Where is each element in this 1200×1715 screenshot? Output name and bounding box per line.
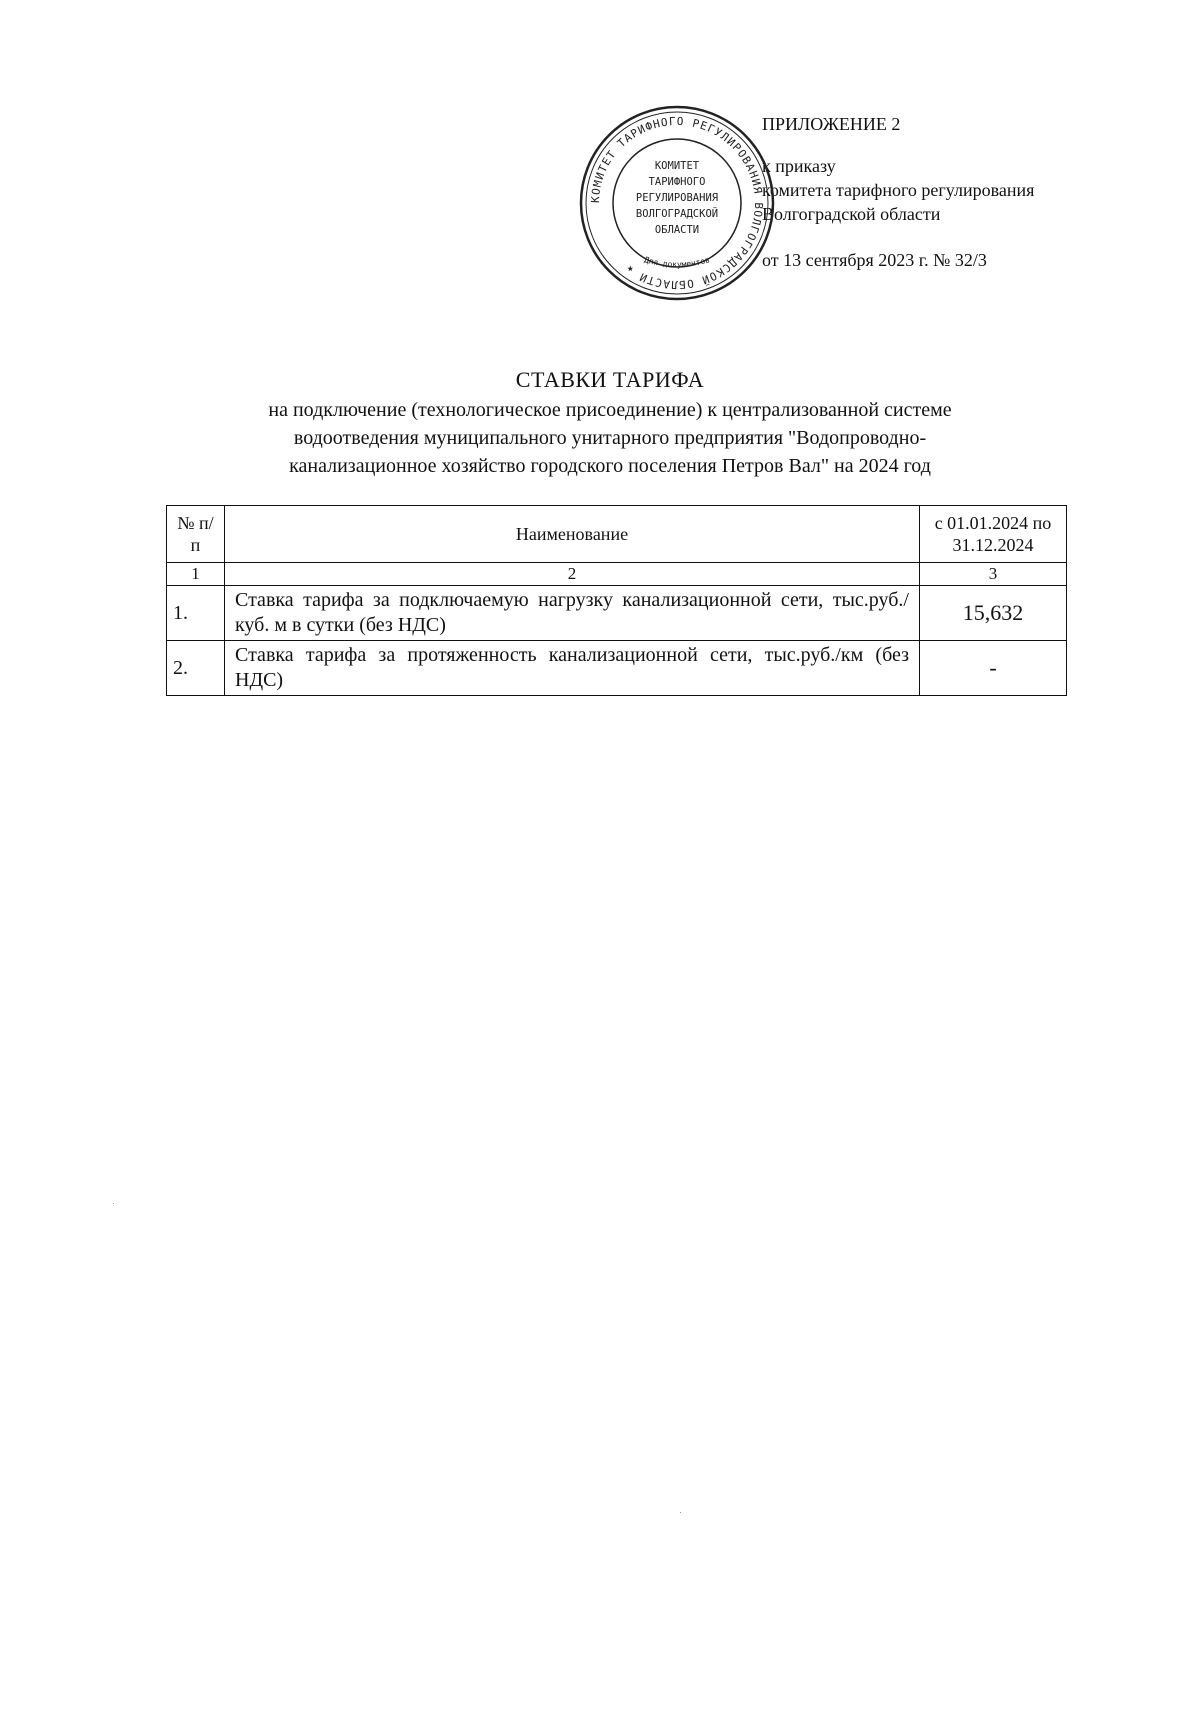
table-row	[167, 586, 1067, 641]
appendix-line-order: к приказу	[762, 156, 836, 176]
document-subtitle	[150, 396, 1070, 480]
appendix-line-committee: комитета тарифного регулирования	[762, 180, 1035, 200]
index-cell: 3	[920, 563, 1067, 586]
header-num: № п/п	[167, 506, 225, 563]
row-value: -	[920, 641, 1067, 696]
row-num: 1.	[167, 586, 225, 641]
tariff-rates-table	[166, 505, 1067, 696]
svg-text:ТАРИФНОГО: ТАРИФНОГО	[648, 176, 706, 188]
subtitle-line-3: канализационное хозяйство городского поселения Петров Вал" на 2024 год	[289, 455, 931, 477]
appendix-block	[762, 112, 1034, 272]
table-row	[167, 641, 1067, 696]
table-index-row	[167, 563, 1067, 586]
row-name: Ставка тарифа за подключаемую нагрузку канализационной сети, тыс.руб./куб. м в сутки (без НДС)	[225, 586, 920, 641]
scan-speck	[680, 1512, 681, 1513]
row-value: 15,632	[920, 586, 1067, 641]
table-header-row	[167, 506, 1067, 563]
svg-text:КОМИТЕТ ТАРИФНОГО РЕГУЛИРОВАНИ: КОМИТЕТ ТАРИФНОГО РЕГУЛИРОВАНИЯ ВОЛГОГРАДСКОЙ ОБЛАСТИ ★	[588, 114, 766, 292]
document-title: СТАВКИ ТАРИФА	[515, 367, 705, 392]
row-name: Ставка тарифа за протяженность канализационной сети, тыс.руб./км (без НДС)	[225, 641, 920, 696]
scan-speck	[113, 1203, 114, 1204]
header-name: Наименование	[225, 506, 920, 563]
index-cell: 2	[225, 563, 920, 586]
svg-text:Для документов: Для документов	[643, 255, 711, 270]
header-period: с 01.01.2024 по 31.12.2024	[920, 506, 1067, 563]
svg-text:РЕГУЛИРОВАНИЯ: РЕГУЛИРОВАНИЯ	[635, 192, 719, 204]
svg-text:КОМИТЕТ: КОМИТЕТ	[654, 160, 700, 172]
appendix-line-region: Волгоградской области	[762, 204, 941, 224]
appendix-title: ПРИЛОЖЕНИЕ 2	[762, 114, 901, 134]
document-title-block	[150, 366, 1070, 480]
stamp-seal-icon	[577, 103, 777, 303]
row-num: 2.	[167, 641, 225, 696]
subtitle-line-1: на подключение (технологическое присоединение) к централизованной системе	[268, 399, 952, 421]
official-stamp	[577, 103, 777, 303]
subtitle-line-2: водоотведения муниципального унитарного предприятия "Водопроводно-	[293, 427, 927, 449]
index-cell: 1	[167, 563, 225, 586]
appendix-date-line: от 13 сентября 2023 г. № 32/3	[762, 250, 987, 270]
svg-text:ОБЛАСТИ: ОБЛАСТИ	[654, 224, 700, 236]
svg-text:ВОЛГОГРАДСКОЙ: ВОЛГОГРАДСКОЙ	[635, 208, 719, 220]
